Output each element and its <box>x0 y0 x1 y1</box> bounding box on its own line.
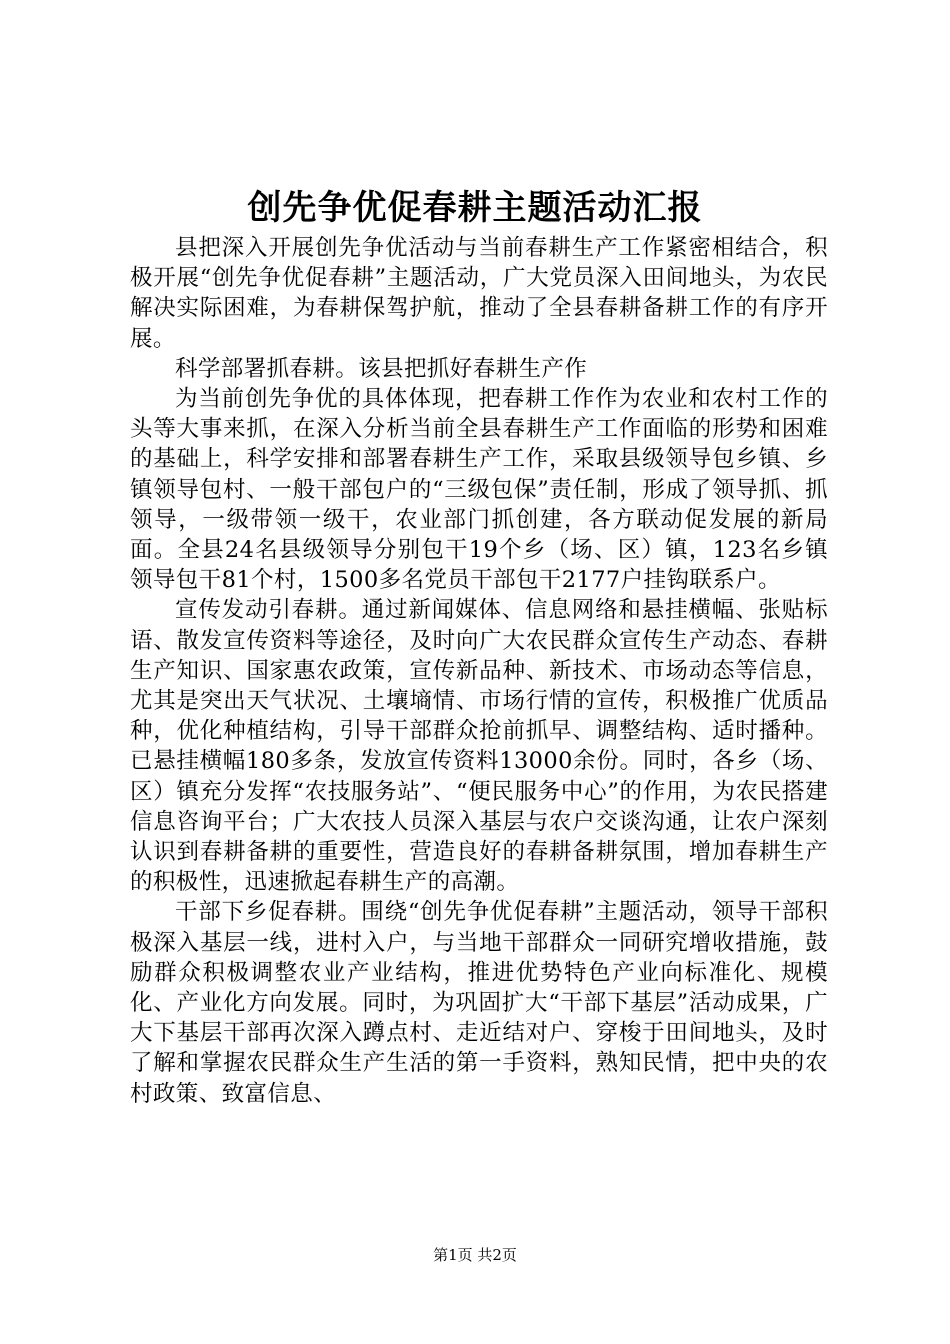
paragraph-planning: 为当前创先争优的具体体现，把春耕工作作为农业和农村工作的头等大事来抓，在深入分析当前全县春耕生产工作面临的形势和困难的基础上，科学安排和部署春耕生产工作，采取县级领导包乡镇、乡镇领导包村、一般干部包户的“三级包保”责任制，形成了领导抓、抓领导，一级带领一级干，农业部门抓创建，各方联动促发展的新局面。全县24名县级领导分别包干19个乡（场、区）镇，123名乡镇领导包干81个村，1500多名党员干部包干2177户挂钩联系户。 <box>130 386 828 594</box>
document-body <box>130 233 828 1109</box>
paragraph-publicity: 宣传发动引春耕。通过新闻媒体、信息网络和悬挂横幅、张贴标语、散发宣传资料等途径，及时向广大农民群众宣传生产动态、春耕生产知识、国家惠农政策，宣传新品种、新技术、市场动态等信息，尤其是突出天气状况、土壤墒情、市场行情的宣传，积极推广优质品种，优化种植结构，引导干部群众抢前抓早、调整结构、适时播种。已悬挂横幅180多条，发放宣传资料13000余份。同时，各乡（场、区）镇充分发挥“农技服务站”、“便民服务中心”的作用，为农民搭建信息咨询平台；广大农技人员深入基层与农户交谈沟通，让农户深刻认识到春耕备耕的重要性，营造良好的春耕备耕氛围，增加春耕生产的积极性，迅速掀起春耕生产的高潮。 <box>130 597 828 896</box>
paragraph-section-heading: 科学部署抓春耕。该县把抓好春耕生产作 <box>175 355 588 382</box>
document-title: 创先争优促春耕主题活动汇报 <box>247 188 703 228</box>
paragraph-intro: 县把深入开展创先争优活动与当前春耕生产工作紧密相结合，积极开展“创先争优促春耕”主题活动，广大党员深入田间地头，为农民解决实际困难，为春耕保驾护航，推动了全县春耕备耕工作的有序开展。 <box>130 235 828 352</box>
page-number-footer: 第1页 共2页 <box>433 1246 517 1264</box>
paragraph-cadres: 干部下乡促春耕。围绕“创先争优促春耕”主题活动，领导干部积极深入基层一线，进村入户，与当地干部群众一同研究增收措施，鼓励群众积极调整农业产业结构，推进优势特色产业向标准化、规模化、产业化方向发展。同时，为巩固扩大“干部下基层”活动成果，广大下基层干部再次深入蹲点村、走近结对户、穿梭于田间地头，及时了解和掌握农民群众生产生活的第一手资料，熟知民情，把中央的农村政策、致富信息、 <box>130 899 828 1107</box>
